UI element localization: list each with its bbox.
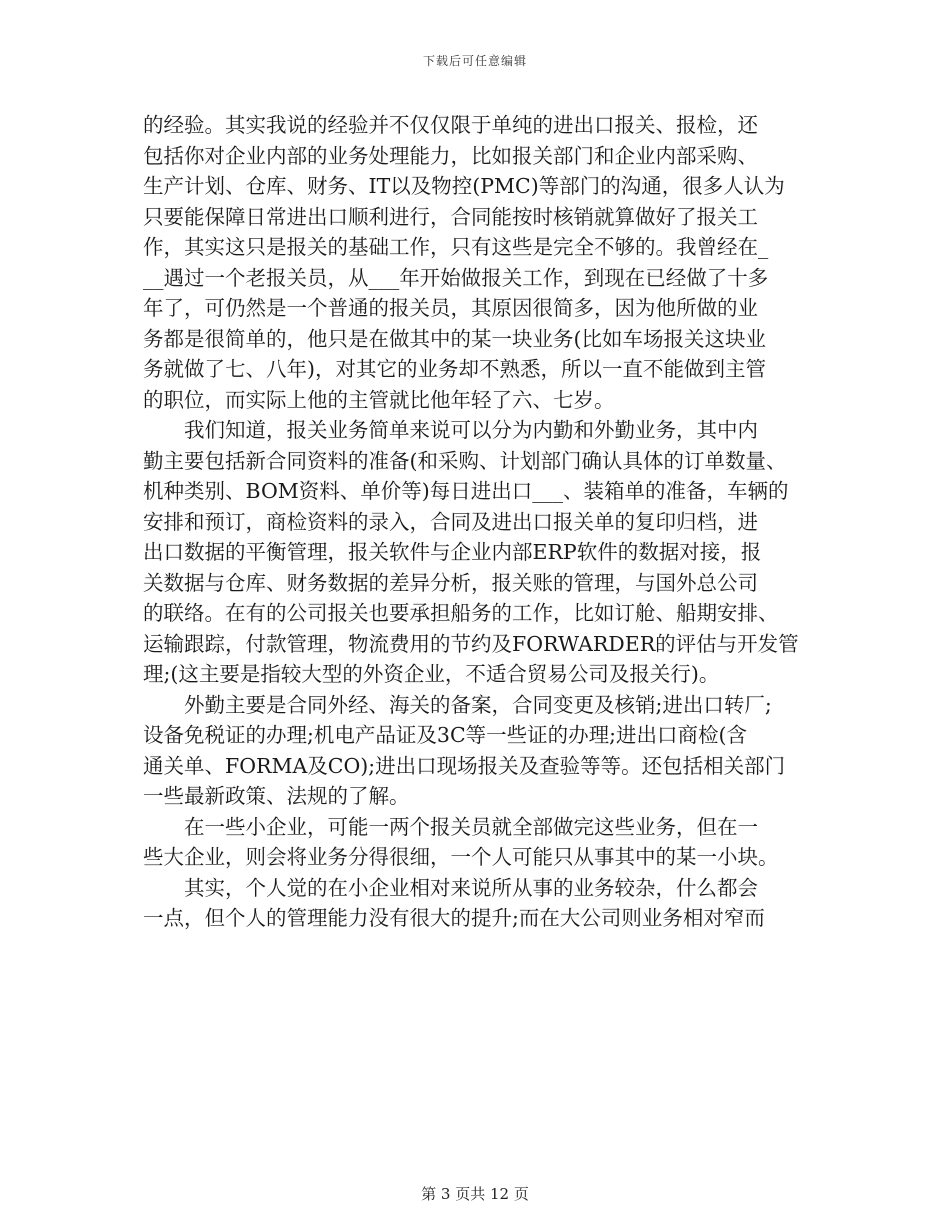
text-line: 务就做了七、八年)，对其它的业务却不熟悉，所以一直不能做到主管 <box>143 357 766 381</box>
text-line: 关数据与仓库、财务数据的差异分析，报关账的管理，与国外总公司 <box>143 570 758 595</box>
text-line: 设备免税证的办理;机电产品证及3C等一些证的办理;进出口商检(含 <box>143 723 748 747</box>
page-header: 下载后可任意编辑 <box>422 54 527 68</box>
text-line: 包括你对企业内部的业务处理能力，比如报关部门和企业内部采购、 <box>143 143 758 168</box>
text-line: 一点，但个人的管理能力没有很大的提升;而在大公司则业务相对窄而 <box>143 906 765 930</box>
page-footer: 第 3 页共 12 页 <box>421 1185 529 1203</box>
text-line: 些大企业，则会将业务分得很细，一个人可能只从事其中的某一小块。 <box>143 845 779 869</box>
text-line: 年了，可仍然是一个普通的报关员，其原因很简多，因为他所做的业 <box>143 296 758 320</box>
text-line: 通关单、FORMA及CO);进出口现场报关及查验等等。还包括相关部门 <box>143 753 786 778</box>
text-line: 运输跟踪，付款管理，物流费用的节约及FORWARDER的评估与开发管 <box>143 631 799 656</box>
text-line: 出口数据的平衡管理，报关软件与企业内部ERP软件的数据对接，报 <box>143 540 762 564</box>
text-line: 生产计划、仓库、财务、IT以及物控(PMC)等部门的沟通，很多人认为 <box>143 174 785 198</box>
text-line: 我们知道，报关业务简单来说可以分为内勤和外勤业务，其中内 <box>143 418 758 442</box>
text-line: 在一些小企业，可能一两个报关员就全部做完这些业务，但在一 <box>143 814 758 839</box>
text-line: 的联络。在有的公司报关也要承担船务的工作，比如订舱、船期安排、 <box>143 601 779 625</box>
text-line: 安排和预订，商检资料的录入，合同及进出口报关单的复印归档，进 <box>143 509 758 534</box>
text-line: __遇过一个老报关员，从___年开始做报关工作，到现在已经做了十多 <box>143 265 769 290</box>
text-line: 理;(这主要是指较大型的外资企业，不适合贸易公司及报关行)。 <box>143 662 720 686</box>
text-line: 一些最新政策、法规的了解。 <box>143 784 410 808</box>
text-line: 只要能保障日常进出口顺利进行，合同能按时核销就算做好了报关工 <box>143 204 758 229</box>
text-line: 务都是很简单的，他只是在做其中的某一块业务(比如车场报关这块业 <box>143 326 766 351</box>
text-line: 勤主要包括新合同资料的准备(和采购、计划部门确认具体的订单数量、 <box>143 448 787 473</box>
text-line: 外勤主要是合同外经、海关的备案，合同变更及核销;进出口转厂; <box>143 692 772 717</box>
body-text <box>143 110 815 934</box>
text-line: 机种类别、BOM资料、单价等)每日进出口___、装箱单的准备，车辆的 <box>143 479 789 503</box>
document-body <box>143 110 815 934</box>
text-line: 作，其实这只是报关的基础工作，只有这些是完全不够的。我曾经在_ <box>143 235 769 259</box>
text-line: 其实，个人觉的在小企业相对来说所从事的业务较杂，什么都会 <box>143 875 758 900</box>
text-line: 的职位，而实际上他的主管就比他年轻了六、七岁。 <box>143 387 615 412</box>
text-line: 的经验。其实我说的经验并不仅仅限于单纯的进出口报关、报检，还 <box>143 113 758 137</box>
